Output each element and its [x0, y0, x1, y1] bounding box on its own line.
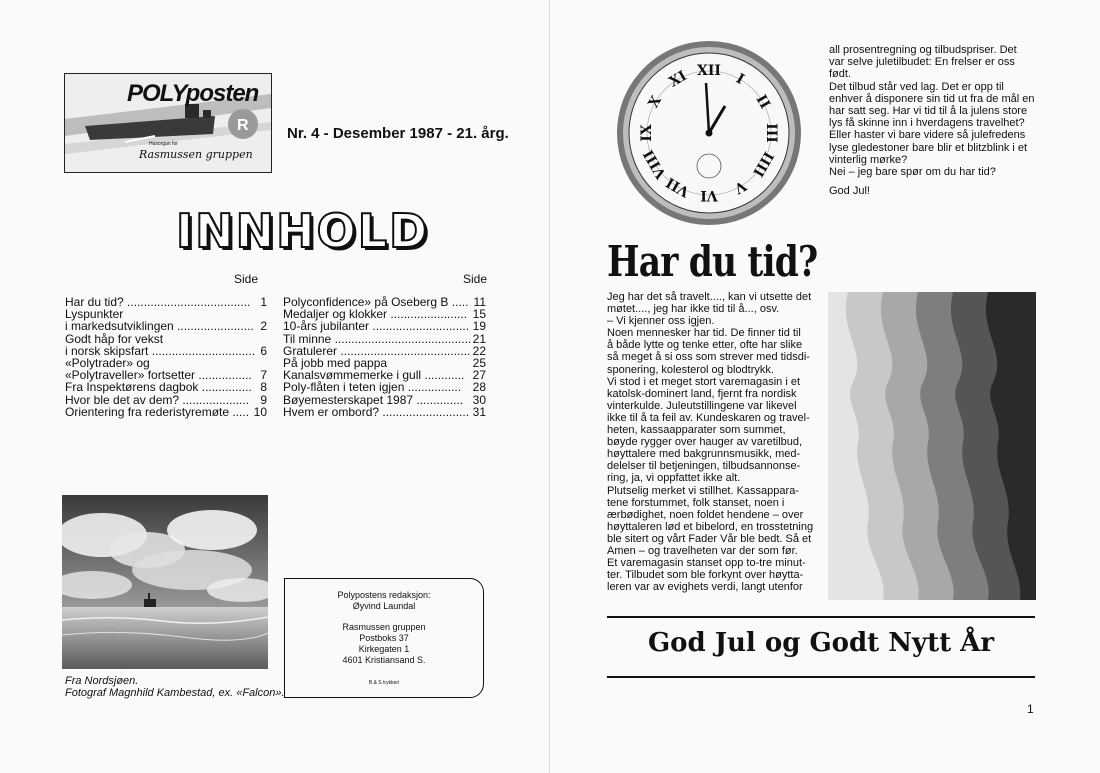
toc-entry-page: 28	[472, 380, 486, 395]
article-line: Vi stod i et meget stort varemagasin i et	[607, 375, 800, 388]
toc-entry-page: 22	[472, 343, 486, 358]
north-sea-photo	[62, 495, 268, 669]
toc-entry-title: Kanalsvømmemerke i gull ............	[283, 368, 465, 383]
article-line: ærbødighet, noen foldet hendene – over	[607, 508, 804, 521]
toc-entry[interactable]	[65, 381, 267, 393]
page-fold	[549, 0, 550, 773]
toc-right-page-label: Side	[463, 272, 488, 286]
article-line: heten, kassaapparater som summet,	[607, 424, 786, 437]
toc-entry-title: 10-års jubilanter .............................	[283, 319, 470, 334]
pocket-watch-illustration	[614, 38, 804, 228]
clock-numeral: VIII	[640, 146, 670, 182]
article-line: delelser til betjeningen, tilbudsannonse-	[607, 460, 801, 473]
intro-line: all prosentregning og tilbudspriser. Det	[829, 44, 1017, 56]
toc-entry[interactable]	[283, 333, 486, 345]
toc-left-page-label: Side	[234, 272, 259, 286]
toc-entry-page: 9	[260, 392, 267, 407]
article-line: – Vi kjenner oss igjen.	[607, 315, 715, 328]
clock-numeral: I	[733, 70, 747, 88]
toc-entry-page: 31	[472, 404, 486, 419]
article-line: ring, ja, vi oppfattet ikke alt.	[607, 472, 741, 485]
intro-line: Det tilbud står ved lag. Det er opp til	[829, 80, 1004, 93]
toc-entry-title: Orientering fra rederistyremøte .....	[65, 404, 250, 419]
article-line: tene forstummet, folk stanset, noen i	[607, 496, 785, 509]
toc-entry-title: Lyspunkter	[65, 307, 124, 322]
toc-entry-page: 7	[260, 368, 267, 383]
article-line: høyttalere med bakgrunnsmusikk, med-	[607, 448, 801, 461]
article-line: Et varemagasin stanset opp to-tre minut-	[607, 557, 806, 570]
toc-entry-title: i markedsutviklingen .......................	[65, 319, 254, 334]
clock-numeral: X	[645, 93, 665, 111]
intro-line: Eller haster vi bare videre så julefredens	[829, 129, 1026, 142]
toc-entry-page: 11	[473, 295, 486, 309]
toc-entry[interactable]	[65, 394, 267, 406]
toc-entry-title: Polyconfidence» på Oseberg B .....	[283, 295, 469, 309]
toc-entry-title: Fra Inspektørens dagbok ...............	[65, 380, 252, 395]
clock-numeral: XII	[697, 63, 721, 79]
article-line: katolsk-dominert land, fjernt fra nordisk	[607, 387, 797, 400]
toc-entry-title: Hvor ble det av dem? ....................	[65, 392, 250, 407]
caption-line-1: Fra Nordsjøen.	[65, 675, 139, 687]
logo-subtitle: Rasmussen gruppen	[139, 148, 253, 161]
toc-entry-title: Gratulerer .......................................	[283, 343, 471, 358]
intro-line: var selve juletilbudet: En frelser er oss	[829, 56, 1015, 69]
article-line: å både lytte og tenke etter, ofte har slike	[607, 339, 803, 352]
article-line: ter. Tilbudet som ble forkynt over høytta-	[607, 569, 804, 582]
toc-entry-page: 2	[260, 319, 267, 334]
article-line: ble sitert og vårt Fader Vår ble bedt. Så et	[607, 532, 812, 545]
toc-entry-page: 1	[260, 295, 267, 309]
toc-entry-title: Til minne .........................................	[283, 331, 472, 346]
intro-line: lys få skinne inn i hverdagens travelhet?	[829, 117, 1025, 130]
svg-text:R: R	[237, 117, 249, 134]
publisher-name: Rasmussen gruppen	[342, 622, 426, 632]
article-line: Jeg har det så travelt...., kan vi utsette det	[607, 291, 812, 303]
toc-entry-title: Bøyemesterskapet 1987 ..............	[283, 392, 464, 407]
editor-name: Øyvind Laundal	[352, 601, 416, 611]
intro-line: født.	[829, 68, 852, 81]
article-line: Noen mennesker har tid. De finner tid til	[607, 327, 801, 340]
toc-entry[interactable]	[283, 394, 486, 406]
toc-entry[interactable]	[283, 320, 486, 332]
toc-entry[interactable]	[283, 381, 486, 393]
contents-title: INNHOLD	[176, 204, 430, 258]
clock-numeral: IX	[639, 124, 655, 142]
sign-off: God Jul!	[829, 185, 870, 197]
printer-name: B & S trykkeri	[368, 680, 400, 686]
issue-line: Nr. 4 - Desember 1987 - 21. årg.	[287, 125, 509, 142]
page-number: 1	[1027, 702, 1034, 716]
toc-entry-page: 10	[253, 404, 267, 419]
toc-entry-page: 19	[472, 319, 486, 334]
toc-entry[interactable]	[283, 406, 486, 418]
clock-numeral: VII	[663, 173, 693, 200]
article-line: Plutselig merket vi stillhet. Kassappara-	[607, 484, 799, 497]
postal-address: 4601 Kristiansand S.	[342, 655, 426, 665]
toc-right-column	[283, 296, 486, 418]
clock-numeral: IIII	[749, 148, 777, 180]
toc-entry-title: Har du tid? .....................................	[65, 295, 251, 309]
toc-entry-title: På jobb med pappa	[283, 355, 388, 370]
season-greeting: God Jul og Godt Nytt År	[647, 628, 995, 658]
street-address: Kirkegaten 1	[358, 644, 410, 654]
clock-numeral: III	[763, 123, 779, 143]
photo-caption	[65, 675, 285, 699]
season-greeting-banner	[607, 616, 1035, 678]
toc-entry-page: 15	[472, 307, 486, 322]
article-line: vinterkulde. Juleutstillingene var likevel	[607, 399, 797, 412]
toc-entry-page: 30	[472, 392, 486, 407]
intro-continuation	[829, 44, 1035, 178]
article-line: sponering, kolesterol og blodtrykk.	[607, 363, 774, 376]
logo-title: POLYposten	[127, 80, 259, 107]
article-line: leren var av evighets verdi, langt utenfor	[607, 581, 803, 594]
intro-line: lyse gledestoner bare blir et blitzblink i et	[829, 141, 1028, 154]
toc-entry[interactable]	[65, 333, 267, 345]
toc-entry-title: Poly-flåten i teten igjen ................	[283, 380, 462, 395]
toc-entry-title: Medaljer og klokker .......................	[283, 307, 468, 322]
article-line: møtet...., jeg har ikke tid til å..., osv.	[607, 303, 780, 316]
article-headline: Har du tid?	[607, 237, 818, 286]
toc-entry-title: i norsk skipsfart ...............................	[65, 343, 256, 358]
intro-line: Nei – jeg bare spør om du har tid?	[829, 166, 996, 179]
intro-line: vinterlig mørke?	[829, 153, 908, 166]
article-line: så meget å si oss som strever med tidsdi-	[607, 351, 810, 364]
article-line: Amen – og travelheten var der som før.	[607, 544, 798, 557]
toc-entry-page: 27	[472, 368, 486, 383]
polyposten-logo	[64, 73, 272, 173]
toc-entry-title: «Polytraveller» fortsetter ................	[65, 368, 252, 383]
toc-entry-page: 21	[472, 331, 486, 346]
clock-numeral: XI	[666, 67, 690, 91]
caption-line-2: Fotograf Magnhild Kambestad, ex. «Falcon».	[65, 687, 285, 699]
toc-entry[interactable]	[65, 406, 267, 418]
logo-subtitle-small: Husorgan for	[149, 141, 178, 147]
editorial-heading: Polypostens redaksjon:	[337, 590, 431, 600]
intro-line: enhver å disponere sin tid ut fra de mål en	[829, 92, 1035, 105]
editorial-box	[284, 578, 484, 698]
intro-line: har satt seg. Har vi tid til å la julens store	[829, 105, 1028, 118]
toc-left-column	[65, 296, 267, 418]
clock-numeral: II	[752, 92, 773, 112]
article-line: ikke til å ta feil av. Kundeskaren og travel-	[607, 411, 810, 424]
toc-entry-page: 6	[260, 343, 267, 358]
clock-numeral: V	[731, 177, 749, 197]
toc-entry-title: «Polytrader» og	[65, 355, 150, 370]
article-line: høyttaleren lød et bibelord, en trosstetning	[607, 520, 814, 533]
toc-entry-title: Godt håp for vekst	[65, 331, 164, 346]
clock-numeral: VI	[700, 187, 718, 203]
postbox: Postboks 37	[359, 633, 409, 643]
toc-entry-title: Hvem er ombord? ..........................	[283, 404, 470, 419]
article-body	[607, 291, 812, 593]
toc-entry[interactable]	[65, 320, 267, 332]
toc-entry-page: 8	[260, 380, 267, 395]
face-profiles-illustration	[828, 292, 1036, 600]
article-line: bøyde rygger over hauger av varetilbud,	[607, 436, 803, 449]
toc-entry-page: 25	[472, 355, 486, 370]
